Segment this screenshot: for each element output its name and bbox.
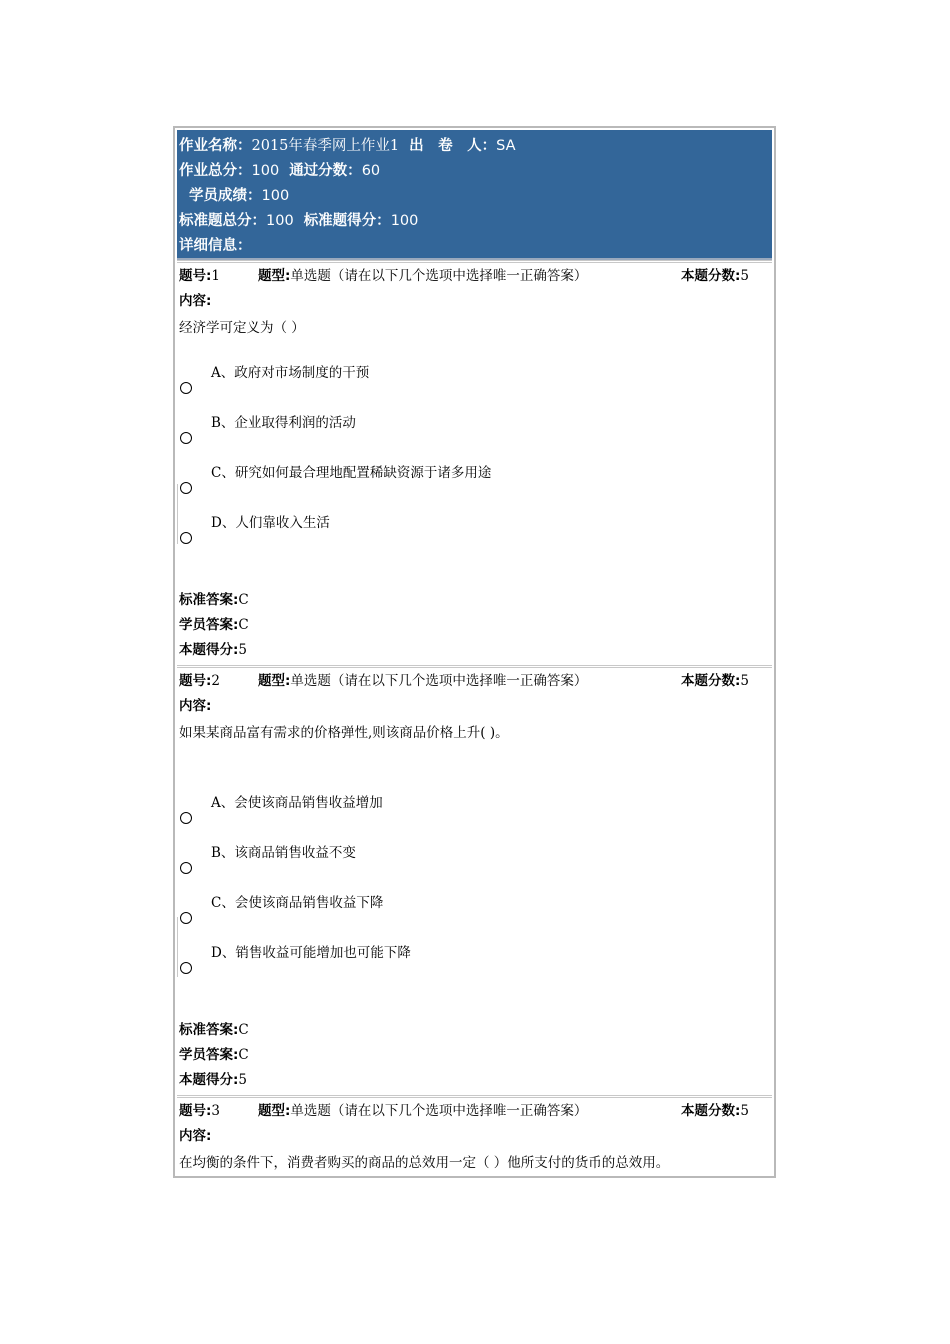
question-2-standard-answer: C [238, 1022, 249, 1038]
question-2-content: 如果某商品富有需求的价格弹性,则该商品价格上升( )。 [179, 725, 509, 741]
header-line-detail: 详细信息： [179, 238, 252, 254]
question-1-option-c: C、研究如何最合理地配置稀缺资源于诸多用途 [211, 465, 492, 481]
question-1-option-b: B、企业取得利润的活动 [211, 415, 356, 431]
question-2-got: 5 [238, 1072, 247, 1088]
question-2-student-answer: C [238, 1047, 249, 1063]
question-separator [177, 260, 772, 263]
homework-name: 2015年春季网上作业1 [251, 138, 400, 154]
question-1-type: 单选题（请在以下几个选项中选择唯一正确答案） [290, 268, 588, 284]
student-score: 100 [261, 188, 290, 204]
homework-header [177, 130, 772, 260]
question-1-option-d: D、人们靠收入生活 [211, 515, 330, 531]
question-2-option-a: A、会使该商品销售收益增加 [211, 795, 383, 811]
question-3-points: 5 [740, 1103, 749, 1119]
question-1-standard-answer: C [238, 592, 249, 608]
question-1-meta: 题号:1 [179, 268, 220, 284]
question-3-type: 单选题（请在以下几个选项中选择唯一正确答案） [290, 1103, 588, 1119]
question-1-radio-b[interactable] [180, 432, 192, 444]
question-1-points: 5 [740, 268, 749, 284]
question-2-radio-a[interactable] [180, 812, 192, 824]
header-line-total: 作业总分：100 通过分数：60 [179, 163, 381, 179]
question-1-content: 经济学可定义为（ ） [179, 320, 305, 336]
content-label: 内容: [179, 293, 212, 309]
question-2-radio-d[interactable] [180, 962, 192, 974]
standard-score: 100 [390, 213, 419, 229]
question-2-option-d: D、销售收益可能增加也可能下降 [211, 945, 411, 961]
question-2-type: 单选题（请在以下几个选项中选择唯一正确答案） [290, 673, 588, 689]
question-1: 题号:1 题型:单选题（请在以下几个选项中选择唯一正确答案） 本题分数:5 内容: 经济学可定义为（ ） A、政府对市场制度的干预 B、企业取得利润的活动 C、研究如何最合理地配置稀缺资源于诸多用途 D、人们靠收入生活 标准答案:C 学员答案:C 本题得分:5 [177, 260, 772, 662]
question-3: 题号:3 题型:单选题（请在以下几个选项中选择唯一正确答案） 本题分数:5 内容: 在均衡的条件下，消费者购买的商品的总效用一定（ ）他所支付的货币的总效用。 [177, 1095, 772, 1175]
question-2-radio-c[interactable] [180, 912, 192, 924]
question-1-got: 5 [238, 642, 247, 658]
header-line-student: 学员成绩：100 [189, 188, 290, 204]
question-2: 题号:2 题型:单选题（请在以下几个选项中选择唯一正确答案） 本题分数:5 内容: 如果某商品富有需求的价格弹性,则该商品价格上升( )。 A、会使该商品销售收益增加 B、该商品销售收益不变 C、会使该商品销售收益下降 D、销售收益可能增加也可能下降 标准答案:C 学员答案:C 本题得分:5 [177, 665, 772, 1093]
question-3-content: 在均衡的条件下，消费者购买的商品的总效用一定（ ）他所支付的货币的总效用。 [179, 1155, 670, 1171]
question-1-option-a: A、政府对市场制度的干预 [211, 365, 370, 381]
author-value: SA [496, 138, 516, 154]
question-3-number: 3 [211, 1103, 220, 1119]
question-1-radio-a[interactable] [180, 382, 192, 394]
total-score: 100 [251, 163, 280, 179]
question-2-option-b: B、该商品销售收益不变 [211, 845, 356, 861]
content-label: 内容: [179, 1128, 212, 1144]
standard-total: 100 [266, 213, 294, 229]
pass-score: 60 [361, 163, 381, 179]
question-2-number: 2 [211, 673, 220, 689]
question-separator [177, 1095, 772, 1098]
question-2-option-c: C、会使该商品销售收益下降 [211, 895, 384, 911]
header-line-standard: 标准题总分：100 标准题得分：100 [179, 213, 419, 229]
question-2-radio-b[interactable] [180, 862, 192, 874]
question-separator [177, 665, 772, 668]
question-1-number: 1 [211, 268, 220, 284]
question-1-student-answer: C [238, 617, 249, 633]
content-label: 内容: [179, 698, 212, 714]
homework-sheet [173, 126, 776, 1178]
header-line-name: 作业名称：2015年春季网上作业1 出 卷 人：SA [179, 138, 516, 154]
question-1-radio-c[interactable] [180, 482, 192, 494]
question-2-points: 5 [740, 673, 749, 689]
question-1-radio-d[interactable] [180, 532, 192, 544]
